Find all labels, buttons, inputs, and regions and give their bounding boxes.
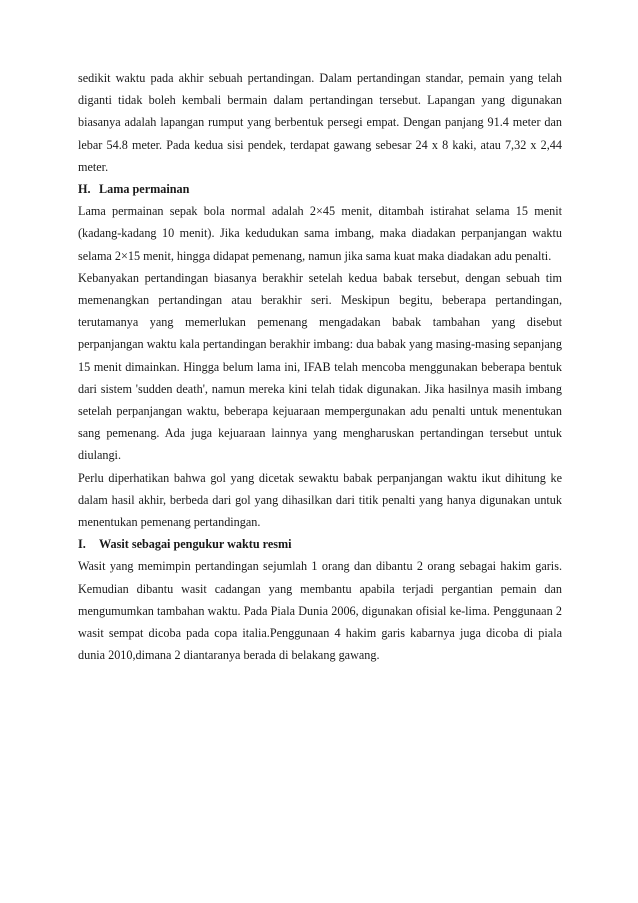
section-title-i: Wasit sebagai pengukur waktu resmi bbox=[99, 537, 292, 552]
document-page bbox=[78, 67, 562, 666]
paragraph-referees: Wasit yang memimpin pertandingan sejumlah 1 orang dan dibantu 2 orang sebagai hakim garis. Kemudian dibantu wasit cadangan yang membantu apabila terjadi pergantian pemain dan mengumumkan tambahan waktu. Pada Piala Dunia 2006, digunakan ofisial ke-lima. Penggunaan 2 wasit sempat dicoba pada copa italia.Penggunaan 4 hakim garis kabarnya juga dicoba di piala dunia 2010,dimana 2 diantaranya berada di belakang gawang. bbox=[78, 559, 562, 663]
paragraph-extra-time: Kebanyakan pertandingan biasanya berakhir setelah kedua babak tersebut, dengan sebuah tim memenangkan pertandingan atau berakhir seri. Meskipun begitu, beberapa pertandingan, terutamanya yang memerlukan pemenang mengadakan babak tambahan yang disebut perpanjangan waktu kala pertandingan berakhir imbang: dua babak yang masing-masing sepanjang 15 menit dimainkan. Hingga belum lama ini, IFAB telah mencoba menggunakan beberapa bentuk dari sistem 'sudden death', namun mereka kini telah tidak digunakan. Jika hasilnya masih imbang setelah perpanjangan waktu, beberapa kejuaraan mempergunakan adu penalti untuk menentukan sang pemenang. Ada juga kejuaraan lainnya yang mengharuskan pertandingan tersebut untuk diulangi. bbox=[78, 270, 562, 463]
section-letter-i: I. bbox=[78, 537, 86, 552]
section-letter-h: H. bbox=[78, 182, 91, 197]
section-title-h: Lama permainan bbox=[99, 182, 190, 197]
paragraph-match-duration: Lama permainan sepak bola normal adalah 2×45 menit, ditambah istirahat selama 15 menit (kadang-kadang 10 menit). Jika kedudukan sama imbang, maka diadakan perpanjangan waktu selama 2×15 menit, hingga didapat pemenang, namun jika sama kuat maka diadakan adu penalti. bbox=[78, 204, 562, 263]
section-heading-i bbox=[78, 533, 562, 555]
section-heading-h bbox=[78, 178, 562, 200]
paragraph-goal-counting: Perlu diperhatikan bahwa gol yang dicetak sewaktu babak perpanjangan waktu ikut dihitung ke dalam hasil akhir, berbeda dari gol yang dihasilkan dari titik penalti yang hanya digunakan untuk menentukan pemenang pertandingan. bbox=[78, 470, 562, 530]
paragraph-field-dimensions: sedikit waktu pada akhir sebuah pertandingan. Dalam pertandingan standar, pemain yang telah diganti tidak boleh kembali bermain dalam pertandingan tersebut. Lapangan yang digunakan biasanya adalah lapangan rumput yang berbentuk persegi empat. Dengan panjang 91.4 meter dan lebar 54.8 meter. Pada kedua sisi pendek, terdapat gawang sebesar 24 x 8 kaki, atau 7,32 x 2,44 meter. bbox=[78, 71, 562, 174]
